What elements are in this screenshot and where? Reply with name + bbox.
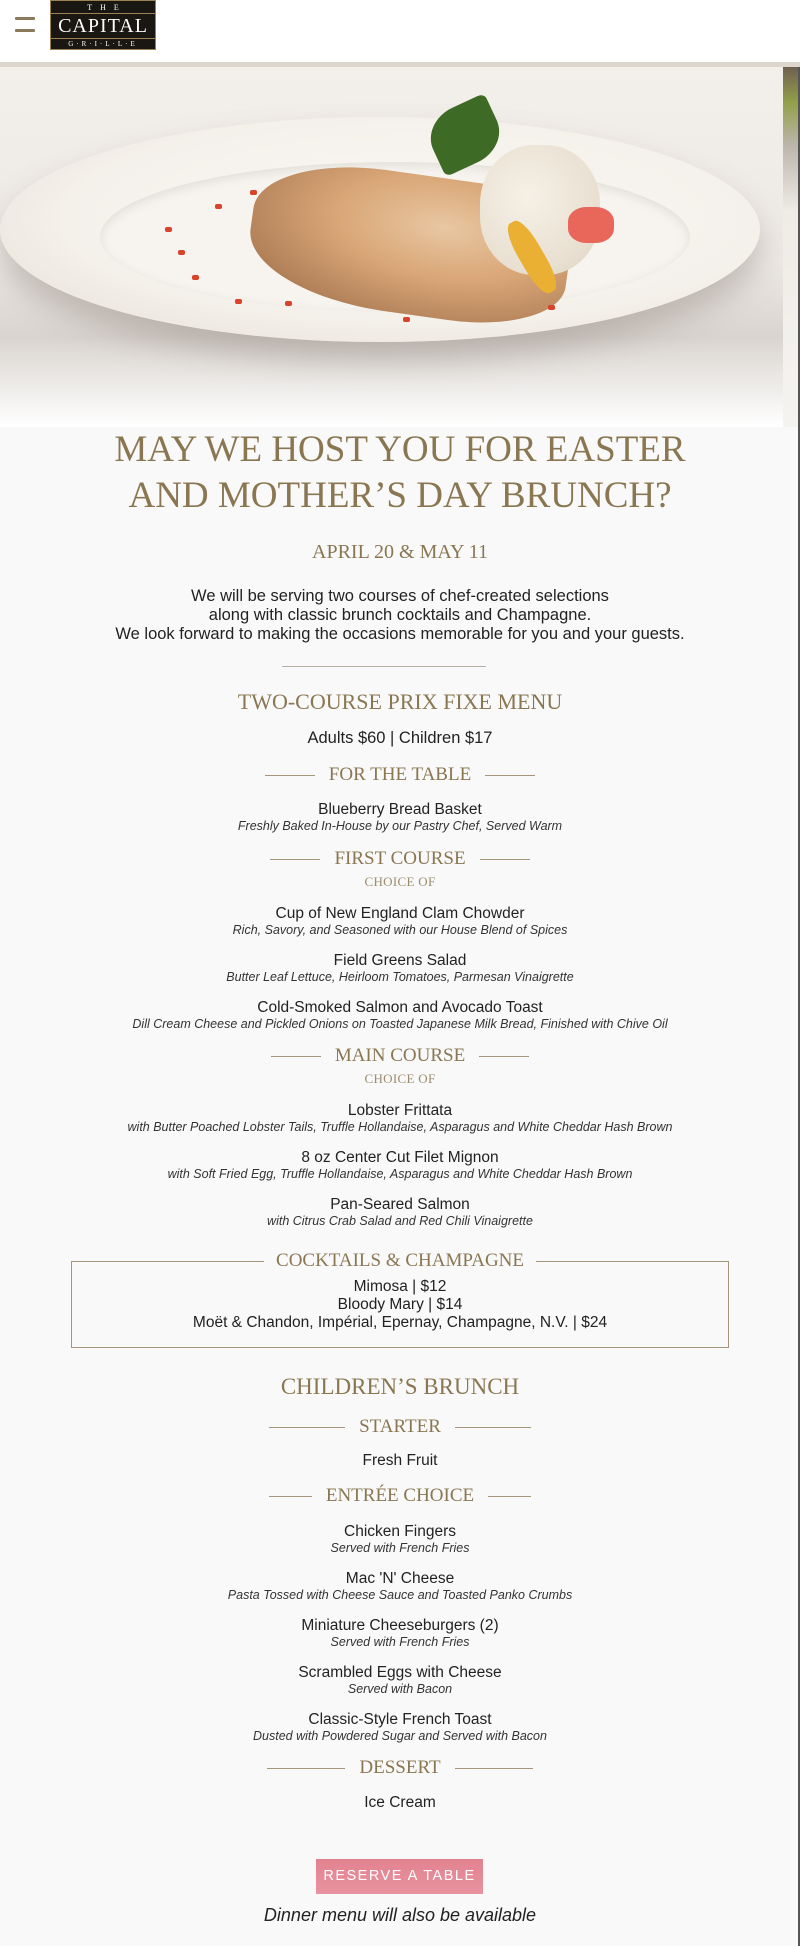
menu-item-name: Blueberry Bread Basket bbox=[318, 801, 482, 818]
menu-item-name: Miniature Cheeseburgers (2) bbox=[301, 1617, 499, 1634]
heading-label: DESSERT bbox=[359, 1757, 441, 1778]
logo-the: THE bbox=[51, 1, 155, 14]
heading-rule bbox=[269, 1496, 312, 1497]
pepper-fleck bbox=[215, 204, 222, 209]
pepper-fleck bbox=[250, 190, 257, 195]
menu-item-desc: Freshly Baked In-House by our Pastry Chef, Served Warm bbox=[237, 819, 563, 833]
prix-fixe-prices: Adults $60 | Children $17 bbox=[307, 729, 493, 747]
section-heading-cocktails bbox=[71, 1249, 729, 1273]
heading-label: STARTER bbox=[359, 1416, 441, 1437]
menu-item bbox=[0, 1664, 800, 1696]
heading-rule bbox=[455, 1768, 533, 1769]
heading-label: MAIN COURSE bbox=[334, 1045, 466, 1066]
menu-item bbox=[0, 1617, 800, 1649]
hero-carousel[interactable] bbox=[0, 67, 783, 427]
menu-item-name: Cold-Smoked Salmon and Avocado Toast bbox=[257, 999, 543, 1016]
pepper-fleck bbox=[192, 275, 199, 280]
pepper-fleck bbox=[235, 299, 242, 304]
capital-grille-logo[interactable] bbox=[50, 0, 156, 50]
heading-rule bbox=[270, 859, 320, 860]
heading-rule bbox=[485, 775, 535, 776]
menu-item-name: 8 oz Center Cut Filet Mignon bbox=[301, 1149, 499, 1166]
prix-fixe-title: TWO-COURSE PRIX FIXE MENU bbox=[237, 689, 563, 714]
menu-item bbox=[0, 1794, 800, 1812]
menu-item bbox=[0, 1196, 800, 1228]
cocktail-item: Moët & Chandon, Impérial, Epernay, Champagne, N.V. | $24 bbox=[192, 1314, 608, 1331]
hamburger-bar bbox=[15, 17, 35, 20]
menu-item bbox=[0, 1570, 800, 1602]
menu-item bbox=[0, 999, 800, 1031]
heading-rule bbox=[455, 1427, 531, 1428]
menu-item bbox=[0, 1711, 800, 1743]
logo-grille: G·R·I·L·L·E bbox=[51, 38, 155, 49]
menu-item bbox=[0, 905, 800, 937]
heading-rule bbox=[265, 775, 315, 776]
hamburger-bar bbox=[15, 29, 35, 32]
choice-of-label: CHOICE OF bbox=[364, 874, 436, 889]
heading-rule bbox=[267, 1768, 345, 1769]
menu-item-desc: Rich, Savory, and Seasoned with our House Blend of Spices bbox=[232, 923, 568, 937]
page-title bbox=[0, 427, 800, 519]
menu-item-desc: Pasta Tossed with Cheese Sauce and Toasted Panko Crumbs bbox=[227, 1588, 573, 1602]
menu-item-desc: Served with Bacon bbox=[347, 1682, 453, 1696]
heading-label: FIRST COURSE bbox=[334, 848, 466, 869]
heading-rule bbox=[536, 1261, 729, 1262]
menu-item bbox=[0, 1452, 800, 1470]
section-divider bbox=[282, 666, 486, 667]
pepper-fleck bbox=[285, 301, 292, 306]
menu-item-name: Classic-Style French Toast bbox=[308, 1711, 492, 1728]
cocktail-item: Bloody Mary | $14 bbox=[337, 1296, 463, 1313]
heading-rule bbox=[479, 1056, 529, 1057]
childrens-brunch-title: CHILDREN’S BRUNCH bbox=[280, 1374, 520, 1399]
menu-item-name: Mac 'N' Cheese bbox=[345, 1570, 455, 1587]
heading-label: FOR THE TABLE bbox=[328, 764, 472, 785]
grapefruit-image bbox=[568, 207, 614, 243]
title-line-1: MAY WE HOST YOU FOR EASTER bbox=[114, 429, 686, 470]
menu-item-desc: with Butter Poached Lobster Tails, Truffle Hollandaise, Asparagus and White Cheddar Hash Brown bbox=[127, 1120, 673, 1134]
menu-item bbox=[0, 801, 800, 833]
pepper-fleck bbox=[178, 250, 185, 255]
menu-item-desc: with Soft Fried Egg, Truffle Hollandaise, Asparagus and White Cheddar Hash Brown bbox=[167, 1167, 633, 1181]
intro-text bbox=[0, 587, 800, 644]
menu-item-name: Lobster Frittata bbox=[347, 1102, 453, 1119]
site-header bbox=[0, 0, 800, 62]
heading-rule bbox=[269, 1427, 345, 1428]
section-heading-entree-choice bbox=[0, 1484, 800, 1508]
intro-line-1: We will be serving two courses of chef-created selections bbox=[191, 587, 609, 605]
hamburger-menu-icon[interactable] bbox=[15, 17, 35, 33]
menu-item-name: Ice Cream bbox=[364, 1794, 436, 1811]
menu-item-desc: Served with French Fries bbox=[330, 1635, 470, 1649]
menu-item-name: Cup of New England Clam Chowder bbox=[275, 905, 525, 922]
reserve-a-table-button[interactable]: RESERVE A TABLE bbox=[316, 1859, 483, 1894]
menu-item-name: Fresh Fruit bbox=[362, 1452, 438, 1469]
event-dates: APRIL 20 & MAY 11 bbox=[312, 541, 488, 563]
intro-line-3: We look forward to making the occasions memorable for you and your guests. bbox=[115, 625, 685, 643]
heading-label: ENTRÉE CHOICE bbox=[325, 1485, 475, 1506]
pepper-fleck bbox=[165, 227, 172, 232]
pepper-fleck bbox=[403, 317, 410, 322]
menu-item-desc: Dusted with Powdered Sugar and Served with Bacon bbox=[253, 1729, 547, 1743]
menu-item bbox=[0, 952, 800, 984]
menu-item bbox=[0, 1102, 800, 1134]
section-heading-dessert bbox=[0, 1756, 800, 1780]
heading-label: COCKTAILS & CHAMPAGNE bbox=[276, 1250, 524, 1271]
heading-rule bbox=[271, 1056, 321, 1057]
menu-item bbox=[0, 1523, 800, 1555]
section-heading-first-course bbox=[0, 847, 800, 871]
heading-rule bbox=[71, 1261, 264, 1262]
menu-item-name: Chicken Fingers bbox=[344, 1523, 456, 1540]
menu-item-name: Scrambled Eggs with Cheese bbox=[298, 1664, 502, 1681]
title-line-2: AND MOTHER’S DAY BRUNCH? bbox=[128, 475, 672, 516]
choice-of-label: CHOICE OF bbox=[364, 1071, 436, 1086]
menu-item-desc: with Citrus Crab Salad and Red Chili Vinaigrette bbox=[267, 1214, 533, 1228]
section-heading-for-the-table bbox=[0, 763, 800, 787]
cocktails-list bbox=[71, 1278, 729, 1332]
dinner-menu-note: Dinner menu will also be available bbox=[263, 1905, 537, 1925]
heading-rule bbox=[480, 859, 530, 860]
section-heading-starter bbox=[0, 1415, 800, 1439]
logo-capital: CAPITAL bbox=[58, 15, 148, 37]
menu-item-desc: Butter Leaf Lettuce, Heirloom Tomatoes, Parmesan Vinaigrette bbox=[226, 970, 574, 984]
menu-item-name: Pan-Seared Salmon bbox=[330, 1196, 470, 1213]
menu-item bbox=[0, 1149, 800, 1181]
menu-item-desc: Dill Cream Cheese and Pickled Onions on Toasted Japanese Milk Bread, Finished with Chive Oil bbox=[132, 1017, 668, 1031]
heading-rule bbox=[488, 1496, 531, 1497]
intro-line-2: along with classic brunch cocktails and Champagne. bbox=[208, 606, 592, 624]
cocktail-item: Mimosa | $12 bbox=[353, 1278, 447, 1295]
menu-item-name: Field Greens Salad bbox=[333, 952, 467, 969]
menu-item-desc: Served with French Fries bbox=[330, 1541, 470, 1555]
pepper-fleck bbox=[548, 305, 555, 310]
section-heading-main-course bbox=[0, 1044, 800, 1068]
